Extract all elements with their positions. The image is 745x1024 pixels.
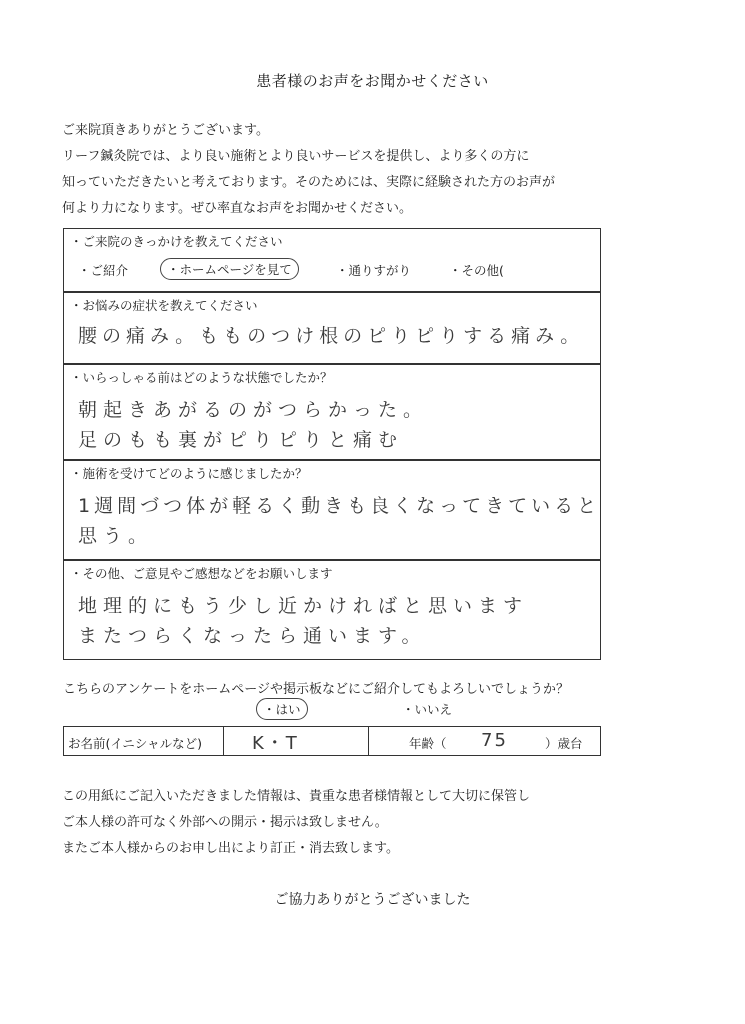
publish-question: こちらのアンケートをホームページや掲示板などにご紹介してもよろしいでしょうか？ bbox=[63, 682, 569, 697]
intro-line: 何より力になります。ぜひ率直なお声をお聞かせください。 bbox=[62, 201, 412, 216]
name-value-handwritten: K・T bbox=[252, 733, 299, 754]
intro-line: ご来院頂きありがとうございます。 bbox=[62, 123, 269, 138]
answer-handwritten: 足のもも裏がピりピりと痛む bbox=[78, 429, 404, 451]
answer-handwritten: 地理的にもう少し近かければと思います bbox=[78, 595, 529, 617]
intro-line: 知っていただきたいと考えております。そのためには、実際に経験された方のお声が bbox=[62, 175, 555, 190]
question-prior-state bbox=[63, 364, 601, 460]
answer-handwritten: 朝起きあがるのがつらかった。 bbox=[78, 399, 429, 421]
question-visit-reason bbox=[63, 228, 601, 292]
name-age-row bbox=[63, 726, 601, 756]
option-passing-by[interactable]: ・通りすがり bbox=[336, 263, 412, 278]
age-label: 年齢（ bbox=[409, 736, 447, 751]
notice-line: この用紙にご記入いただきました情報は、貴重な患者様情報として大切に保管し bbox=[62, 789, 531, 804]
intro-line: リーフ鍼灸院では、より良い施術とより良いサービスを提供し、より多くの方に bbox=[62, 149, 530, 164]
question-label: ・いらっしゃる前はどのような状態でしたか？ bbox=[70, 370, 333, 385]
name-value-cell[interactable] bbox=[224, 727, 369, 755]
page-title: 患者様のお声をお聞かせください bbox=[256, 72, 489, 90]
answer-handwritten: またつらくなったら通います。 bbox=[78, 625, 427, 647]
question-label: ・ご来院のきっかけを教えてください bbox=[70, 234, 283, 249]
question-impression bbox=[63, 460, 601, 560]
name-label: お名前(イニシャルなど) bbox=[68, 736, 203, 751]
option-other[interactable]: ・その他( bbox=[449, 263, 504, 278]
question-symptoms bbox=[63, 292, 601, 364]
option-referral[interactable]: ・ご紹介 bbox=[78, 263, 129, 278]
publish-yes-selected[interactable]: ・はい bbox=[256, 698, 308, 720]
answer-handwritten: 腰の痛み。もものつけ根のピりピりする痛み。 bbox=[78, 325, 585, 347]
question-label: ・その他、ご意見やご感想などをお願いします bbox=[70, 566, 333, 581]
question-label: ・お悩みの症状を教えてください bbox=[70, 298, 258, 313]
thanks-message: ご協力ありがとうございました bbox=[274, 892, 471, 908]
age-value-handwritten: 75 bbox=[481, 730, 508, 751]
publish-no[interactable]: ・いいえ bbox=[402, 702, 453, 717]
intro-text bbox=[62, 118, 682, 222]
privacy-notice bbox=[62, 784, 530, 862]
answer-handwritten: 1週間づつ体が軽るく動きも良くなってきていると bbox=[78, 495, 601, 517]
notice-line: またご本人様からのお申し出により訂正・消去致します。 bbox=[62, 841, 399, 856]
option-homepage-selected[interactable]: ・ホームページを見て bbox=[160, 258, 299, 280]
age-cell[interactable] bbox=[369, 727, 600, 755]
notice-line: ご本人様の許可なく外部への開示・掲示は致しません。 bbox=[62, 815, 388, 830]
question-comments bbox=[63, 560, 601, 660]
question-label: ・施術を受けてどのように感じましたか？ bbox=[70, 466, 308, 481]
age-suffix: ）歳台 bbox=[545, 736, 583, 751]
name-label-cell bbox=[64, 727, 224, 755]
answer-handwritten: 思う。 bbox=[78, 525, 154, 547]
